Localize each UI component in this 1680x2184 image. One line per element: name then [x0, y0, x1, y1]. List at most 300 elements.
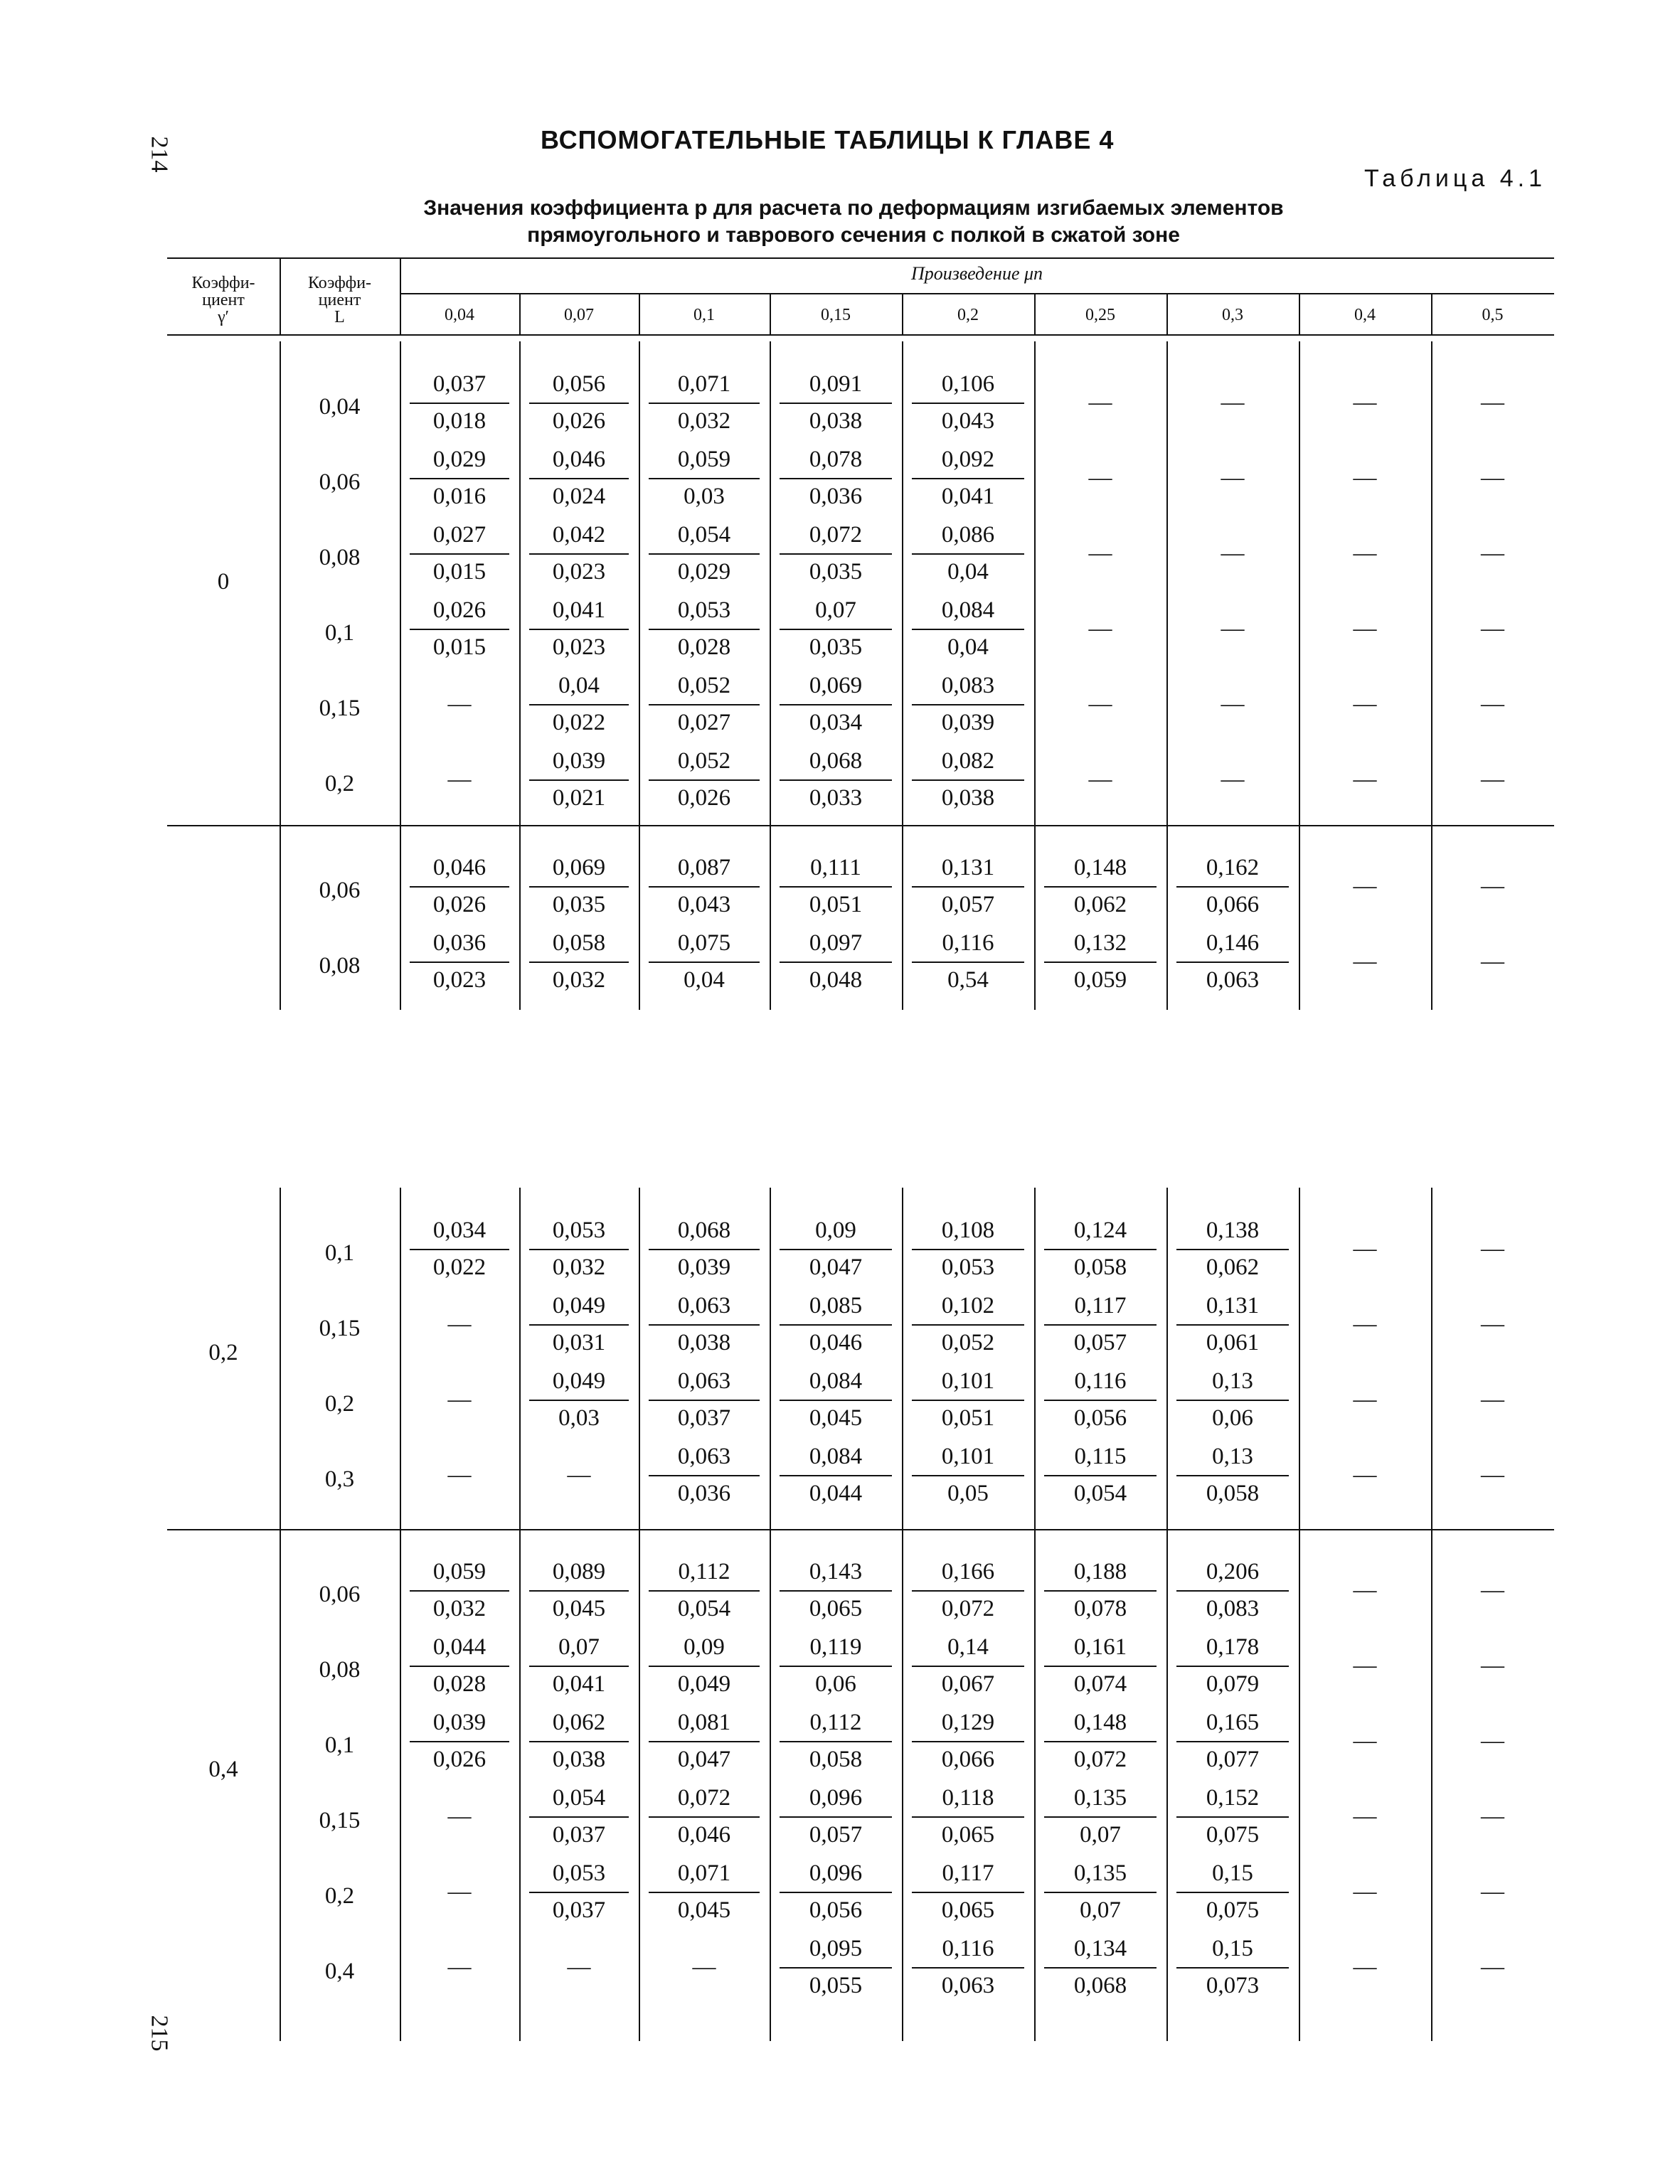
fraction-bar [780, 962, 892, 963]
fraction-bar [912, 1816, 1024, 1818]
fraction-bar [529, 962, 629, 963]
empty-dash: — [1481, 1728, 1504, 1754]
fraction-bar [649, 1666, 760, 1667]
fraction-denominator: 0,023 [552, 559, 606, 585]
empty-dash: — [447, 1462, 472, 1488]
fraction-numerator: 0,063 [677, 1368, 731, 1394]
empty-dash: — [1353, 616, 1377, 641]
empty-dash: — [447, 1387, 472, 1412]
fraction-numerator: 0,078 [809, 447, 863, 472]
fraction-numerator: 0,124 [1073, 1218, 1127, 1243]
fraction-numerator: 0,059 [677, 447, 731, 472]
fraction-bar [912, 779, 1024, 781]
fraction-numerator: 0,112 [809, 1710, 862, 1735]
header-mu-n-8: 0,4 [1354, 306, 1376, 324]
fraction-bar [1176, 1741, 1289, 1742]
fraction-denominator: 0,027 [677, 710, 731, 735]
fraction-denominator: 0,026 [677, 785, 731, 811]
fraction-bar [1044, 1475, 1157, 1476]
header-mu-n-3: 0,1 [693, 306, 715, 324]
l-value: 0,1 [324, 1240, 355, 1266]
fraction-numerator: 0,096 [809, 1860, 863, 1886]
fraction-numerator: 0,039 [552, 748, 606, 774]
fraction-denominator: 0,046 [677, 1822, 731, 1848]
fraction-denominator: 0,05 [947, 1481, 989, 1506]
fraction-denominator: 0,038 [941, 785, 995, 811]
fraction-numerator: 0,082 [941, 748, 995, 774]
header-bottom-rule [167, 334, 1554, 336]
l-value: 0,08 [319, 1657, 361, 1683]
fraction-bar [529, 1400, 629, 1401]
fraction-denominator: 0,051 [809, 892, 863, 917]
empty-dash: — [447, 1804, 472, 1829]
fraction-denominator: 0,073 [1206, 1973, 1260, 1998]
fraction-numerator: 0,062 [552, 1710, 606, 1735]
fraction-denominator: 0,029 [677, 559, 731, 585]
fraction-numerator: 0,096 [809, 1785, 863, 1811]
fraction-bar [649, 1475, 760, 1476]
fraction-numerator: 0,14 [947, 1634, 989, 1660]
empty-dash: — [1353, 1462, 1377, 1488]
fraction-numerator: 0,152 [1206, 1785, 1260, 1811]
fraction-denominator: 0,065 [809, 1596, 863, 1621]
fraction-bar [410, 886, 509, 888]
fraction-bar [1044, 1816, 1157, 1818]
fraction-bar [780, 779, 892, 781]
fraction-numerator: 0,15 [1212, 1936, 1253, 1961]
fraction-bar [1176, 1590, 1289, 1592]
fraction-denominator: 0,033 [809, 785, 863, 811]
fraction-denominator: 0,03 [684, 484, 725, 509]
fraction-denominator: 0,056 [809, 1897, 863, 1923]
empty-dash: — [1353, 1879, 1377, 1905]
fraction-numerator: 0,053 [677, 597, 731, 623]
fraction-denominator: 0,047 [809, 1255, 863, 1280]
fraction-denominator: 0,056 [1073, 1405, 1127, 1431]
fraction-denominator: 0,049 [677, 1671, 731, 1697]
group-col-rule [1431, 825, 1432, 1010]
fraction-numerator: 0,138 [1206, 1218, 1260, 1243]
fraction-bar [649, 403, 760, 404]
empty-dash: — [1088, 540, 1112, 566]
fraction-numerator: 0,052 [677, 673, 731, 698]
fraction-denominator: 0,054 [1073, 1481, 1127, 1506]
fraction-denominator: 0,043 [677, 892, 731, 917]
fraction-numerator: 0,132 [1073, 930, 1127, 956]
fraction-bar [410, 1590, 509, 1592]
fraction-numerator: 0,188 [1073, 1559, 1127, 1584]
fraction-denominator: 0,079 [1206, 1671, 1260, 1697]
page-number-bottom: 215 [146, 2015, 173, 2052]
fraction-bar [912, 1666, 1024, 1667]
fraction-bar [780, 629, 892, 630]
fraction-bar [410, 403, 509, 404]
empty-dash: — [567, 1954, 591, 1980]
fraction-bar [1176, 1249, 1289, 1250]
fraction-bar [649, 1324, 760, 1326]
fraction-bar [1176, 962, 1289, 963]
fraction-bar [649, 553, 760, 555]
fraction-bar [912, 1324, 1024, 1326]
fraction-numerator: 0,108 [941, 1218, 995, 1243]
fraction-denominator: 0,04 [947, 634, 989, 660]
l-value: 0,15 [319, 1808, 361, 1833]
fraction-bar [780, 1892, 892, 1893]
fraction-denominator: 0,046 [809, 1330, 863, 1355]
page-number-top: 214 [146, 136, 173, 173]
empty-dash: — [1088, 767, 1112, 792]
empty-dash: — [1353, 1653, 1377, 1678]
empty-dash: — [1353, 1387, 1377, 1412]
empty-dash: — [447, 767, 472, 792]
fraction-bar [1044, 886, 1157, 888]
fraction-numerator: 0,026 [432, 597, 487, 623]
fraction-bar [529, 779, 629, 781]
fraction-bar [649, 1400, 760, 1401]
empty-dash: — [447, 691, 472, 717]
fraction-numerator: 0,059 [432, 1559, 487, 1584]
empty-dash: — [447, 1879, 472, 1905]
empty-dash: — [1353, 465, 1377, 491]
fraction-numerator: 0,115 [1074, 1444, 1127, 1469]
fraction-denominator: 0,036 [809, 484, 863, 509]
fraction-numerator: 0,046 [432, 855, 487, 880]
fraction-denominator: 0,023 [432, 967, 487, 993]
fraction-numerator: 0,13 [1212, 1444, 1253, 1469]
fraction-numerator: 0,101 [941, 1368, 995, 1394]
empty-dash: — [1481, 1462, 1504, 1488]
fraction-denominator: 0,038 [552, 1747, 606, 1772]
fraction-denominator: 0,032 [552, 1255, 606, 1280]
fraction-denominator: 0,035 [809, 559, 863, 585]
fraction-denominator: 0,06 [815, 1671, 856, 1697]
empty-dash: — [1088, 390, 1112, 415]
fraction-numerator: 0,143 [809, 1559, 863, 1584]
fraction-denominator: 0,026 [432, 1747, 487, 1772]
fraction-denominator: 0,032 [432, 1596, 487, 1621]
fraction-numerator: 0,049 [552, 1293, 606, 1319]
fraction-denominator: 0,057 [941, 892, 995, 917]
fraction-denominator: 0,022 [432, 1255, 487, 1280]
fraction-numerator: 0,068 [809, 748, 863, 774]
fraction-bar [780, 886, 892, 888]
fraction-denominator: 0,058 [809, 1747, 863, 1772]
fraction-bar [410, 962, 509, 963]
fraction-bar [780, 1590, 892, 1592]
fraction-bar [410, 553, 509, 555]
fraction-numerator: 0,072 [809, 522, 863, 548]
fraction-denominator: 0,058 [1206, 1481, 1260, 1506]
fraction-bar [649, 629, 760, 630]
empty-dash: — [1353, 390, 1377, 415]
fraction-bar [529, 1590, 629, 1592]
empty-dash: — [567, 1462, 591, 1488]
l-value: 0,04 [319, 394, 361, 420]
fraction-numerator: 0,102 [941, 1293, 995, 1319]
empty-dash: — [1481, 1236, 1504, 1262]
group-col-rule [280, 825, 281, 1010]
fraction-numerator: 0,131 [1206, 1293, 1260, 1319]
l-value: 0,4 [324, 1959, 355, 1984]
fraction-denominator: 0,048 [809, 967, 863, 993]
fraction-numerator: 0,148 [1073, 1710, 1127, 1735]
fraction-denominator: 0,036 [677, 1481, 731, 1506]
empty-dash: — [1353, 540, 1377, 566]
fraction-denominator: 0,03 [558, 1405, 600, 1431]
fraction-numerator: 0,053 [552, 1218, 606, 1243]
empty-dash: — [1353, 1577, 1377, 1603]
fraction-numerator: 0,116 [1074, 1368, 1127, 1394]
fraction-numerator: 0,039 [432, 1710, 487, 1735]
fraction-bar [912, 1741, 1024, 1742]
fraction-denominator: 0,028 [677, 634, 731, 660]
fraction-numerator: 0,037 [432, 371, 487, 397]
empty-dash: — [1481, 1954, 1504, 1980]
fraction-bar [410, 1741, 509, 1742]
empty-dash: — [1481, 1804, 1504, 1829]
fraction-denominator: 0,047 [677, 1747, 731, 1772]
fraction-numerator: 0,054 [552, 1785, 606, 1811]
fraction-bar [1044, 1400, 1157, 1401]
fraction-denominator: 0,063 [941, 1973, 995, 1998]
empty-dash: — [1481, 691, 1504, 717]
fraction-bar [529, 704, 629, 705]
fraction-bar [1044, 1249, 1157, 1250]
group-separator [167, 1529, 1554, 1530]
header-mu-n-9: 0,5 [1482, 306, 1504, 324]
fraction-denominator: 0,038 [809, 408, 863, 434]
fraction-denominator: 0,015 [432, 559, 487, 585]
fraction-numerator: 0,063 [677, 1444, 731, 1469]
empty-dash: — [1481, 767, 1504, 792]
fraction-denominator: 0,068 [1073, 1973, 1127, 1998]
fraction-numerator: 0,116 [942, 930, 994, 956]
empty-dash: — [1481, 465, 1504, 491]
fraction-numerator: 0,146 [1206, 930, 1260, 956]
fraction-denominator: 0,054 [677, 1596, 731, 1621]
fraction-bar [1044, 1324, 1157, 1326]
section-title: ВСПОМОГАТЕЛЬНЫЕ ТАБЛИЦЫ К ГЛАВЕ 4 [541, 125, 1115, 154]
fraction-numerator: 0,111 [810, 855, 861, 880]
fraction-bar [1176, 1666, 1289, 1667]
fraction-denominator: 0,066 [941, 1747, 995, 1772]
header-gamma-label: γ′ [218, 308, 229, 326]
fraction-bar [649, 478, 760, 479]
fraction-denominator: 0,022 [552, 710, 606, 735]
fraction-numerator: 0,206 [1206, 1559, 1260, 1584]
fraction-numerator: 0,041 [552, 597, 606, 623]
fraction-bar [912, 629, 1024, 630]
fraction-denominator: 0,055 [809, 1973, 863, 1998]
fraction-denominator: 0,026 [552, 408, 606, 434]
fraction-bar [1044, 1892, 1157, 1893]
fraction-numerator: 0,131 [941, 855, 995, 880]
fraction-bar [649, 779, 760, 781]
fraction-numerator: 0,054 [677, 522, 731, 548]
fraction-denominator: 0,54 [947, 967, 989, 993]
fraction-bar [912, 962, 1024, 963]
fraction-numerator: 0,085 [809, 1293, 863, 1319]
empty-dash: — [1221, 767, 1245, 792]
fraction-bar [1176, 886, 1289, 888]
fraction-bar [780, 1324, 892, 1326]
empty-dash: — [1088, 465, 1112, 491]
l-value: 0,2 [324, 1391, 355, 1417]
header-mu-n-2: 0,07 [564, 306, 594, 324]
fraction-numerator: 0,134 [1073, 1936, 1127, 1961]
header-top-rule [167, 257, 1554, 259]
fraction-denominator: 0,04 [947, 559, 989, 585]
fraction-numerator: 0,092 [941, 447, 995, 472]
fraction-denominator: 0,024 [552, 484, 606, 509]
fraction-numerator: 0,119 [809, 1634, 862, 1660]
header-mu-n-5: 0,2 [957, 306, 979, 324]
header-mu-n-7: 0,3 [1222, 306, 1243, 324]
l-value: 0,08 [319, 545, 361, 570]
fraction-bar [529, 1816, 629, 1818]
fraction-bar [912, 478, 1024, 479]
fraction-bar [912, 403, 1024, 404]
header-l-label: Коэффи- [307, 274, 372, 292]
fraction-bar [529, 478, 629, 479]
fraction-numerator: 0,081 [677, 1710, 731, 1735]
fraction-denominator: 0,035 [552, 892, 606, 917]
fraction-denominator: 0,032 [552, 967, 606, 993]
fraction-numerator: 0,058 [552, 930, 606, 956]
fraction-denominator: 0,075 [1206, 1897, 1260, 1923]
fraction-numerator: 0,101 [941, 1444, 995, 1469]
l-value: 0,1 [324, 620, 355, 646]
l-value: 0,06 [319, 1582, 361, 1607]
fraction-numerator: 0,084 [809, 1368, 863, 1394]
fraction-numerator: 0,036 [432, 930, 487, 956]
fraction-numerator: 0,049 [552, 1368, 606, 1394]
fraction-bar [912, 704, 1024, 705]
empty-dash: — [1481, 1387, 1504, 1412]
fraction-denominator: 0,038 [677, 1330, 731, 1355]
fraction-denominator: 0,039 [677, 1255, 731, 1280]
fraction-denominator: 0,045 [677, 1897, 731, 1923]
fraction-numerator: 0,04 [558, 673, 600, 698]
fraction-bar [529, 553, 629, 555]
l-value: 0,08 [319, 953, 361, 979]
fraction-bar [529, 1892, 629, 1893]
fraction-numerator: 0,117 [942, 1860, 994, 1886]
empty-dash: — [1481, 949, 1504, 974]
fraction-bar [649, 1892, 760, 1893]
caption-line-2: прямоугольного и таврового сечения с полкой в сжатой зоне [527, 223, 1180, 247]
fraction-bar [1044, 1967, 1157, 1969]
fraction-bar [1176, 1967, 1289, 1969]
fraction-bar [1044, 1666, 1157, 1667]
group-col-rule [1299, 825, 1300, 1010]
header-l-label: циент [318, 291, 361, 309]
fraction-numerator: 0,029 [432, 447, 487, 472]
empty-dash: — [1088, 691, 1112, 717]
empty-dash: — [1353, 691, 1377, 717]
fraction-denominator: 0,06 [1212, 1405, 1253, 1431]
group-separator [167, 825, 1554, 826]
empty-dash: — [1353, 1236, 1377, 1262]
fraction-numerator: 0,063 [677, 1293, 731, 1319]
fraction-bar [649, 1741, 760, 1742]
fraction-bar [912, 1400, 1024, 1401]
empty-dash: — [1481, 540, 1504, 566]
fraction-bar [1176, 1816, 1289, 1818]
fraction-numerator: 0,162 [1206, 855, 1260, 880]
fraction-bar [1176, 1892, 1289, 1893]
fraction-bar [780, 478, 892, 479]
fraction-bar [912, 1249, 1024, 1250]
empty-dash: — [1481, 616, 1504, 641]
header-mu-n-4: 0,15 [821, 306, 851, 324]
empty-dash: — [447, 1311, 472, 1337]
fraction-bar [780, 704, 892, 705]
fraction-denominator: 0,032 [677, 408, 731, 434]
fraction-bar [780, 553, 892, 555]
fraction-denominator: 0,065 [941, 1822, 995, 1848]
empty-dash: — [1353, 1728, 1377, 1754]
empty-dash: — [1353, 1804, 1377, 1829]
gamma-value: 0,4 [208, 1757, 238, 1782]
empty-dash: — [1088, 616, 1112, 641]
fraction-numerator: 0,089 [552, 1559, 606, 1584]
l-value: 0,06 [319, 469, 361, 495]
fraction-bar [780, 1666, 892, 1667]
gamma-value: 0,2 [208, 1340, 238, 1365]
fraction-bar [410, 478, 509, 479]
fraction-bar [780, 1475, 892, 1476]
fraction-bar [649, 886, 760, 888]
fraction-bar [649, 1816, 760, 1818]
fraction-bar [529, 629, 629, 630]
fraction-bar [1176, 1400, 1289, 1401]
fraction-denominator: 0,023 [552, 634, 606, 660]
fraction-bar [529, 886, 629, 888]
fraction-denominator: 0,016 [432, 484, 487, 509]
fraction-numerator: 0,084 [941, 597, 995, 623]
fraction-numerator: 0,087 [677, 855, 731, 880]
fraction-numerator: 0,178 [1206, 1634, 1260, 1660]
fraction-denominator: 0,045 [552, 1596, 606, 1621]
header-product-label: Произведение μn [910, 263, 1043, 284]
fraction-numerator: 0,118 [942, 1785, 994, 1811]
fraction-denominator: 0,063 [1206, 967, 1260, 993]
fraction-denominator: 0,045 [809, 1405, 863, 1431]
fraction-denominator: 0,037 [677, 1405, 731, 1431]
fraction-denominator: 0,034 [809, 710, 863, 735]
fraction-numerator: 0,15 [1212, 1860, 1253, 1886]
empty-dash: — [1353, 767, 1377, 792]
fraction-numerator: 0,069 [809, 673, 863, 698]
fraction-numerator: 0,097 [809, 930, 863, 956]
fraction-numerator: 0,165 [1206, 1710, 1260, 1735]
fraction-bar [780, 1249, 892, 1250]
fraction-numerator: 0,116 [942, 1936, 994, 1961]
fraction-bar [1044, 1741, 1157, 1742]
fraction-numerator: 0,086 [941, 522, 995, 548]
fraction-denominator: 0,041 [552, 1671, 606, 1697]
fraction-numerator: 0,042 [552, 522, 606, 548]
fraction-numerator: 0,13 [1212, 1368, 1253, 1394]
fraction-numerator: 0,091 [809, 371, 863, 397]
fraction-denominator: 0,074 [1073, 1671, 1127, 1697]
fraction-bar [780, 403, 892, 404]
fraction-numerator: 0,053 [552, 1860, 606, 1886]
fraction-denominator: 0,021 [552, 785, 606, 811]
fraction-numerator: 0,106 [941, 371, 995, 397]
fraction-denominator: 0,041 [941, 484, 995, 509]
